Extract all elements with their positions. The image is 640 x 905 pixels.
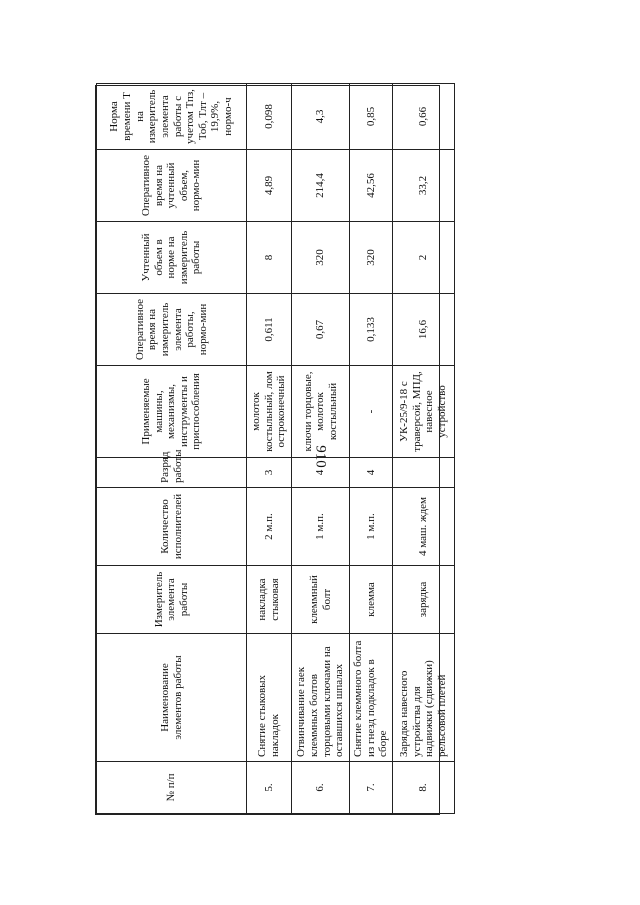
table-row xyxy=(292,84,350,814)
cell-number: 6. xyxy=(292,762,350,814)
cell-element-name: Отвинчивание гаек клеммных болтов торцовыми ключами на оставшихся шпалах xyxy=(292,634,350,762)
cell-unit: клеммный болт xyxy=(292,566,350,634)
cell-performers: 4 маш. ждем xyxy=(392,488,454,566)
cell-grade: 3 xyxy=(247,458,292,488)
header-cell: Оперативное время на измеритель элемента работы, нормо-мин xyxy=(97,294,247,366)
header-cell: Учтенный объем в норме на измеритель работы xyxy=(97,222,247,294)
cell-element-name: Снятие клеммного болта из гнезд подкладок в сборе xyxy=(350,634,393,762)
header-cell: № п/п xyxy=(97,762,247,814)
cell-unit: клемма xyxy=(350,566,393,634)
header-cell: Оперативное время на учтенный объем, нормо-мин xyxy=(97,150,247,222)
cell-volume: 2 xyxy=(392,222,454,294)
cell-oper-time-volume: 33,2 xyxy=(392,150,454,222)
header-cell: Количество исполнителей xyxy=(97,488,247,566)
header-cell: Норма времени Т на измеритель элемента работы с учетом Тпз, Тоб, Тлт – 19,9%, нормо-ч xyxy=(97,84,247,150)
cell-oper-time-volume: 42,56 xyxy=(350,150,393,222)
table-header-row xyxy=(97,84,247,814)
cell-grade xyxy=(392,458,454,488)
cell-volume: 320 xyxy=(350,222,393,294)
cell-grade: 4 xyxy=(350,458,393,488)
cell-equipment: - xyxy=(350,366,393,458)
cell-oper-time-volume: 4,89 xyxy=(247,150,292,222)
cell-oper-time-unit: 16,6 xyxy=(392,294,454,366)
page-number: 910 xyxy=(312,445,329,468)
cell-number: 5. xyxy=(247,762,292,814)
cell-oper-time-unit: 0,611 xyxy=(247,294,292,366)
cell-norm-time: 4,3 xyxy=(292,84,350,150)
header-cell: Применяемые машины, механизмы, инструменты и приспособления xyxy=(97,366,247,458)
cell-performers: 2 м.п. xyxy=(247,488,292,566)
table-row xyxy=(392,84,454,814)
cell-unit: накладка стыковая xyxy=(247,566,292,634)
cell-norm-time: 0,85 xyxy=(350,84,393,150)
cell-oper-time-volume: 214,4 xyxy=(292,150,350,222)
cell-equipment: молоток костыльный, лом остроконечный xyxy=(247,366,292,458)
cell-volume: 8 xyxy=(247,222,292,294)
cell-number: 7. xyxy=(350,762,393,814)
cell-grade: 4 xyxy=(292,458,350,488)
cell-element-name: Снятие стыковых накладок xyxy=(247,634,292,762)
cell-norm-time: 0,66 xyxy=(392,84,454,150)
work-elements-table xyxy=(95,85,449,815)
header-cell: Измеритель элемента работы xyxy=(97,566,247,634)
cell-element-name: Зарядка навесного устройства для надвижки (сдвижки) рельсовой плетей xyxy=(392,634,454,762)
cell-unit: зарядка xyxy=(392,566,454,634)
cell-oper-time-unit: 0,67 xyxy=(292,294,350,366)
table-row xyxy=(350,84,393,814)
cell-norm-time: 0,098 xyxy=(247,84,292,150)
header-cell: Разряд работы xyxy=(97,458,247,488)
cell-performers: 1 м.п. xyxy=(350,488,393,566)
cell-volume: 320 xyxy=(292,222,350,294)
header-cell: Наименование элементов работы xyxy=(97,634,247,762)
cell-oper-time-unit: 0,133 xyxy=(350,294,393,366)
cell-number: 8. xyxy=(392,762,454,814)
table-row xyxy=(247,84,292,814)
cell-equipment: ключи торцовые, молоток костыльный xyxy=(292,366,350,458)
cell-performers: 1 м.п. xyxy=(292,488,350,566)
cell-equipment: УК-25/9-18 с траверсой, МПД, навесное устройство xyxy=(392,366,454,458)
